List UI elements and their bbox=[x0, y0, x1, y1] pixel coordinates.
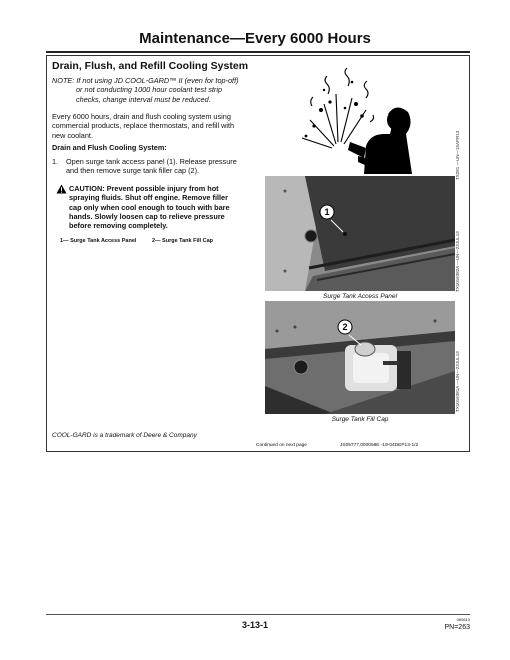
continued-note: Continued on next page bbox=[256, 443, 307, 448]
caution-block bbox=[56, 184, 266, 230]
figure-code: TS281 —UN—15APR13 bbox=[455, 130, 460, 180]
photo-caption: Surge Tank Fill Cap bbox=[331, 416, 389, 423]
sub-heading: Drain and Flush Cooling System: bbox=[52, 143, 167, 152]
caution-line: before removing completely. bbox=[69, 221, 168, 231]
legend-item: 1— Surge Tank Access Panel bbox=[60, 238, 137, 244]
page-title: Maintenance—Every 6000 Hours bbox=[139, 30, 371, 47]
caution-line: spraying fluids. Shut off engine. Remove filler bbox=[69, 193, 228, 203]
caution-line: hands. Slowly loosen cap to relieve pressure bbox=[69, 211, 225, 221]
step-1 bbox=[52, 157, 272, 176]
surge-tank-fill-cap-photo bbox=[265, 301, 455, 414]
photo-caption: Surge Tank Access Panel bbox=[323, 293, 397, 300]
photo-callout-1: 1 bbox=[324, 207, 330, 217]
intro-line: Every 6000 hours, drain and flush cooling system using bbox=[52, 112, 231, 121]
intro-line: commercial products, replace thermostats, and refill with bbox=[52, 121, 235, 131]
caution-line: CAUTION: Prevent possible injury from hot bbox=[69, 184, 219, 193]
surge-tank-access-panel-photo bbox=[265, 176, 455, 291]
figure-code: TX1016381A —UN—23JUL13 bbox=[455, 351, 460, 412]
photo-callout-2: 2 bbox=[342, 322, 348, 332]
footer-rule bbox=[46, 614, 470, 615]
note-block bbox=[52, 76, 288, 104]
intro-line: new coolant. bbox=[52, 130, 93, 140]
trademark-note: COOL-GARD is a trademark of Deere & Company bbox=[52, 432, 197, 439]
page-number: 3-13-1 bbox=[241, 620, 268, 630]
note-line: NOTE: If not using JD COOL-GARD™ II (even for top-off) bbox=[52, 76, 239, 85]
title-rule bbox=[46, 51, 470, 53]
figure-legend bbox=[60, 238, 227, 244]
caution-line: cap only when cool enough to touch with bare bbox=[69, 202, 230, 212]
step-number: 1. bbox=[52, 157, 59, 166]
note-line: or not conducting 1000 hour coolant test strip bbox=[76, 85, 223, 95]
pn-number: PN=263 bbox=[444, 624, 470, 631]
reference-code: JS05777,000058E -19-04DEP13-1/2 bbox=[340, 443, 419, 448]
figure-code: TX1016382A —UN—23JUL13 bbox=[455, 231, 460, 292]
step-line: Open surge tank access panel (1). Release pressure bbox=[66, 157, 237, 166]
date-code: 060613 bbox=[456, 617, 470, 622]
legend-item: 2— Surge Tank Fill Cap bbox=[151, 238, 213, 244]
spraying-fluid-illustration bbox=[266, 64, 416, 174]
warning-triangle-icon bbox=[56, 184, 67, 194]
section-heading: Drain, Flush, and Refill Cooling System bbox=[52, 60, 249, 72]
intro-paragraph bbox=[52, 112, 282, 140]
step-line: and then remove surge tank filler cap (2). bbox=[66, 166, 200, 176]
note-line: checks, change interval must be reduced. bbox=[76, 94, 211, 104]
